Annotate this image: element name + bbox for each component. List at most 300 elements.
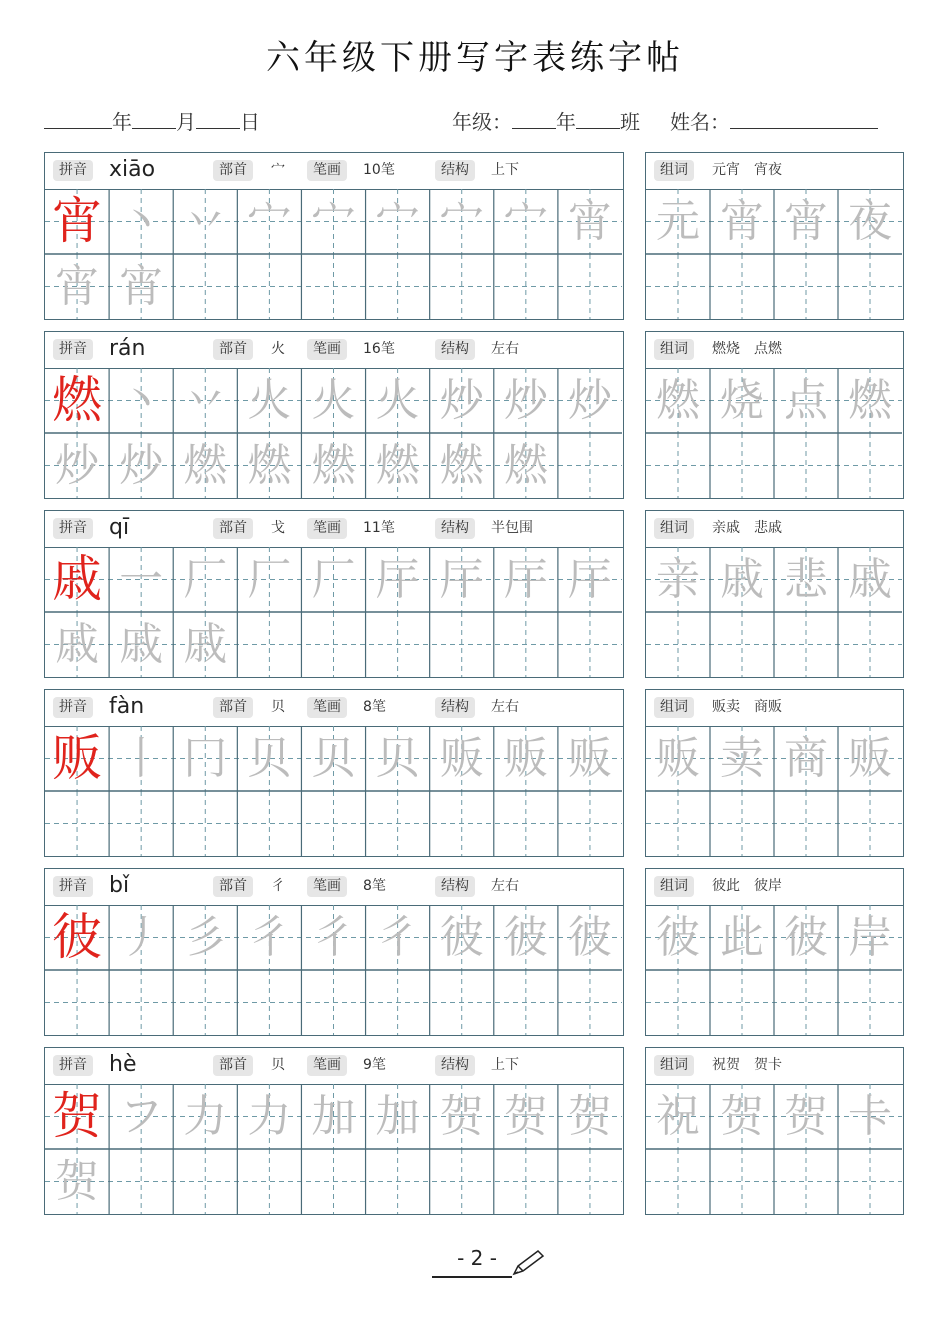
trace-character bbox=[494, 970, 558, 1035]
stroke-order-cell[interactable] bbox=[430, 189, 494, 254]
trace-character bbox=[109, 791, 173, 856]
stroke-order-cell[interactable] bbox=[366, 905, 430, 970]
practice-cell[interactable] bbox=[173, 1149, 237, 1214]
trace-character bbox=[558, 254, 622, 319]
stroke-order-cell[interactable] bbox=[301, 905, 365, 970]
stroke-order-cell[interactable] bbox=[558, 547, 622, 612]
trace-character bbox=[301, 1149, 365, 1214]
stroke-step-character: 宀 bbox=[375, 196, 420, 247]
writing-grid bbox=[45, 189, 622, 319]
radical-value: 贝 bbox=[271, 1057, 285, 1073]
word-trace-character: 彼 bbox=[656, 912, 700, 963]
word-practice-cell[interactable] bbox=[710, 433, 774, 498]
grade-blank[interactable] bbox=[512, 110, 556, 129]
strokes-value: 8笔 bbox=[363, 878, 386, 894]
word-practice-cell[interactable] bbox=[838, 254, 902, 319]
word-practice-cell[interactable] bbox=[774, 254, 838, 319]
stroke-order-cell[interactable] bbox=[430, 1084, 494, 1149]
word-practice-cell[interactable] bbox=[646, 254, 710, 319]
practice-cell[interactable] bbox=[173, 254, 237, 319]
word-trace-cell[interactable] bbox=[710, 1084, 774, 1149]
structure-tag: 结构 bbox=[435, 518, 475, 539]
practice-cell[interactable] bbox=[301, 970, 365, 1035]
practice-cell[interactable] bbox=[45, 254, 109, 319]
pinyin-value: xiāo bbox=[109, 157, 156, 182]
stroke-order-cell[interactable] bbox=[366, 726, 430, 791]
stroke-order-cell[interactable] bbox=[430, 547, 494, 612]
stroke-order-cell[interactable] bbox=[173, 905, 237, 970]
structure-value: 上下 bbox=[491, 162, 519, 178]
stroke-step-character: 厂 bbox=[247, 554, 292, 605]
practice-cell[interactable] bbox=[430, 433, 494, 498]
word-practice-cell[interactable] bbox=[838, 433, 902, 498]
trace-character: 贺 bbox=[55, 1156, 100, 1207]
model-character-cell[interactable] bbox=[45, 189, 109, 254]
trace-character bbox=[301, 612, 365, 677]
word-trace-cell[interactable] bbox=[774, 726, 838, 791]
word-trace-character: 贩 bbox=[848, 733, 892, 784]
practice-cell[interactable] bbox=[45, 1149, 109, 1214]
word-practice-cell[interactable] bbox=[774, 1149, 838, 1214]
practice-cell[interactable] bbox=[301, 791, 365, 856]
trace-character bbox=[237, 791, 301, 856]
word-writing-grid bbox=[646, 1084, 902, 1214]
stroke-order-cell[interactable] bbox=[173, 368, 237, 433]
stroke-order-cell[interactable] bbox=[109, 189, 173, 254]
strokes-value: 10笔 bbox=[363, 162, 395, 178]
trace-character bbox=[366, 791, 430, 856]
word-trace-cell[interactable] bbox=[838, 368, 902, 433]
practice-cell[interactable] bbox=[494, 612, 558, 677]
stroke-order-cell[interactable] bbox=[430, 368, 494, 433]
stroke-step-character: 厈 bbox=[567, 554, 612, 605]
stroke-order-cell[interactable] bbox=[301, 368, 365, 433]
trace-character bbox=[366, 1149, 430, 1214]
practice-cell[interactable] bbox=[430, 254, 494, 319]
practice-cell[interactable] bbox=[173, 612, 237, 677]
word-writing-grid bbox=[646, 368, 902, 498]
trace-character bbox=[45, 970, 109, 1035]
stroke-step-character: 炒 bbox=[503, 375, 548, 426]
trace-character: 炒 bbox=[55, 440, 100, 491]
writing-grid bbox=[45, 905, 622, 1035]
stroke-step-character: 贝 bbox=[375, 733, 420, 784]
stroke-order-cell[interactable] bbox=[558, 189, 622, 254]
stroke-order-cell[interactable] bbox=[237, 905, 301, 970]
stroke-order-cell[interactable] bbox=[237, 368, 301, 433]
grade-year-label: 年 bbox=[556, 110, 576, 134]
word-trace-character: 商 bbox=[784, 733, 828, 784]
trace-character bbox=[109, 1149, 173, 1214]
practice-cell[interactable] bbox=[366, 612, 430, 677]
word-trace-cell[interactable] bbox=[774, 368, 838, 433]
trace-character: 戚 bbox=[183, 619, 228, 670]
trace-character bbox=[558, 791, 622, 856]
word-trace-cell[interactable] bbox=[646, 368, 710, 433]
practice-cell[interactable] bbox=[301, 612, 365, 677]
pinyin-tag: 拼音 bbox=[53, 697, 93, 718]
words-value: 祝贺 贺卡 bbox=[712, 1057, 782, 1073]
model-character-cell[interactable] bbox=[45, 726, 109, 791]
radical-tag: 部首 bbox=[213, 339, 253, 360]
practice-cell[interactable] bbox=[237, 970, 301, 1035]
trace-character bbox=[558, 970, 622, 1035]
word-practice-cell[interactable] bbox=[774, 791, 838, 856]
pinyin-tag: 拼音 bbox=[53, 160, 93, 181]
stroke-order-cell[interactable] bbox=[494, 905, 558, 970]
word-bar bbox=[646, 690, 903, 727]
word-practice-cell[interactable] bbox=[646, 433, 710, 498]
word-trace-cell[interactable] bbox=[710, 547, 774, 612]
word-trace-character: 贺 bbox=[784, 1091, 828, 1142]
practice-cell[interactable] bbox=[558, 254, 622, 319]
stroke-order-cell[interactable] bbox=[237, 547, 301, 612]
stroke-order-cell[interactable] bbox=[558, 368, 622, 433]
pinyin-tag: 拼音 bbox=[53, 876, 93, 897]
trace-character bbox=[173, 970, 237, 1035]
stroke-order-cell[interactable] bbox=[301, 189, 365, 254]
practice-cell[interactable] bbox=[237, 1149, 301, 1214]
strokes-tag: 笔画 bbox=[307, 1055, 347, 1076]
stroke-step-character: 彼 bbox=[503, 912, 548, 963]
info-bar bbox=[45, 690, 623, 727]
word-trace-cell[interactable] bbox=[646, 905, 710, 970]
stroke-step-character: 冂 bbox=[183, 733, 228, 784]
model-character-cell[interactable] bbox=[45, 905, 109, 970]
character-block bbox=[44, 331, 945, 499]
word-trace-cell[interactable] bbox=[774, 547, 838, 612]
stroke-step-character: 贝 bbox=[311, 733, 356, 784]
word-trace-character: 元 bbox=[656, 196, 700, 247]
pinyin-tag: 拼音 bbox=[53, 518, 93, 539]
practice-cell[interactable] bbox=[301, 1149, 365, 1214]
practice-cell[interactable] bbox=[109, 970, 173, 1035]
model-character-cell[interactable] bbox=[45, 1084, 109, 1149]
practice-cell[interactable] bbox=[45, 791, 109, 856]
practice-cell[interactable] bbox=[430, 1149, 494, 1214]
stroke-step-character: 丿 bbox=[119, 912, 164, 963]
stroke-order-cell[interactable] bbox=[301, 1084, 365, 1149]
trace-character bbox=[109, 970, 173, 1035]
word-trace-cell[interactable] bbox=[838, 547, 902, 612]
word-bar bbox=[646, 511, 903, 548]
practice-cell[interactable] bbox=[173, 791, 237, 856]
word-trace-character: 贩 bbox=[656, 733, 700, 784]
practice-cell[interactable] bbox=[558, 612, 622, 677]
info-bar bbox=[45, 511, 623, 548]
practice-cell[interactable] bbox=[430, 970, 494, 1035]
word-trace-cell[interactable] bbox=[838, 905, 902, 970]
word-trace-cell[interactable] bbox=[710, 189, 774, 254]
word-trace-cell[interactable] bbox=[838, 726, 902, 791]
practice-cell[interactable] bbox=[366, 254, 430, 319]
trace-character bbox=[366, 970, 430, 1035]
word-trace-character: 宵 bbox=[720, 196, 764, 247]
trace-character: 燃 bbox=[375, 440, 420, 491]
practice-cell[interactable] bbox=[494, 970, 558, 1035]
word-trace-cell[interactable] bbox=[774, 189, 838, 254]
name-blank[interactable] bbox=[730, 110, 878, 129]
word-trace-cell[interactable] bbox=[838, 1084, 902, 1149]
stroke-order-cell[interactable] bbox=[109, 726, 173, 791]
stroke-step-character: 宀 bbox=[311, 196, 356, 247]
trace-character bbox=[173, 1149, 237, 1214]
radical-tag: 部首 bbox=[213, 1055, 253, 1076]
stroke-step-character: 丨 bbox=[119, 733, 164, 784]
word-bar bbox=[646, 1048, 903, 1085]
stroke-order-cell[interactable] bbox=[237, 726, 301, 791]
page-number: - 2 - bbox=[457, 1246, 497, 1270]
word-trace-cell[interactable] bbox=[710, 726, 774, 791]
practice-cell[interactable] bbox=[109, 612, 173, 677]
writing-grid bbox=[45, 547, 622, 677]
radical-value: 戈 bbox=[271, 520, 285, 536]
word-trace-cell[interactable] bbox=[774, 1084, 838, 1149]
stroke-order-cell[interactable] bbox=[558, 726, 622, 791]
strokes-tag: 笔画 bbox=[307, 697, 347, 718]
stroke-order-cell[interactable] bbox=[494, 726, 558, 791]
info-bar bbox=[45, 1048, 623, 1085]
stroke-order-cell[interactable] bbox=[430, 905, 494, 970]
word-practice-cell[interactable] bbox=[710, 791, 774, 856]
stroke-order-cell[interactable] bbox=[109, 547, 173, 612]
practice-cell[interactable] bbox=[430, 612, 494, 677]
word-practice-cell[interactable] bbox=[838, 612, 902, 677]
stroke-step-character: 加 bbox=[375, 1091, 420, 1142]
stroke-order-cell[interactable] bbox=[366, 189, 430, 254]
practice-cell[interactable] bbox=[301, 433, 365, 498]
stroke-order-cell[interactable] bbox=[109, 368, 173, 433]
model-character-cell[interactable] bbox=[45, 368, 109, 433]
word-grid-panel bbox=[645, 510, 904, 678]
practice-cell[interactable] bbox=[45, 433, 109, 498]
practice-cell[interactable] bbox=[237, 433, 301, 498]
writing-grid bbox=[45, 1084, 622, 1214]
word-practice-cell[interactable] bbox=[710, 1149, 774, 1214]
word-trace-cell[interactable] bbox=[646, 189, 710, 254]
word-practice-cell[interactable] bbox=[774, 612, 838, 677]
pinyin-tag: 拼音 bbox=[53, 339, 93, 360]
stroke-step-character: 贺 bbox=[439, 1091, 484, 1142]
trace-character bbox=[430, 791, 494, 856]
practice-grid-panel bbox=[44, 1047, 624, 1215]
practice-cell[interactable] bbox=[45, 612, 109, 677]
model-character-cell[interactable] bbox=[45, 547, 109, 612]
practice-cell[interactable] bbox=[494, 254, 558, 319]
practice-cell[interactable] bbox=[558, 970, 622, 1035]
word-trace-character: 悲 bbox=[784, 554, 828, 605]
stroke-order-cell[interactable] bbox=[430, 726, 494, 791]
practice-cell[interactable] bbox=[109, 254, 173, 319]
stroke-order-cell[interactable] bbox=[366, 1084, 430, 1149]
stroke-step-character: 彳 bbox=[375, 912, 420, 963]
practice-cell[interactable] bbox=[366, 433, 430, 498]
stroke-order-cell[interactable] bbox=[366, 368, 430, 433]
word-writing-grid bbox=[646, 189, 902, 319]
word-trace-cell[interactable] bbox=[646, 547, 710, 612]
words-tag: 组词 bbox=[654, 518, 694, 539]
stroke-step-character: 贺 bbox=[567, 1091, 612, 1142]
practice-cell[interactable] bbox=[494, 791, 558, 856]
structure-value: 上下 bbox=[491, 1057, 519, 1073]
word-bar bbox=[646, 869, 903, 906]
word-practice-cell[interactable] bbox=[774, 970, 838, 1035]
word-practice-cell[interactable] bbox=[838, 791, 902, 856]
practice-cell[interactable] bbox=[237, 612, 301, 677]
practice-cell[interactable] bbox=[366, 970, 430, 1035]
stroke-step-character: 力 bbox=[247, 1091, 292, 1142]
stroke-order-cell[interactable] bbox=[173, 189, 237, 254]
stroke-order-cell[interactable] bbox=[173, 726, 237, 791]
structure-value: 半包围 bbox=[491, 520, 533, 536]
word-writing-grid bbox=[646, 726, 902, 856]
word-trace-character: 宵 bbox=[784, 196, 828, 247]
stroke-step-character: 厂 bbox=[183, 554, 228, 605]
radical-tag: 部首 bbox=[213, 160, 253, 181]
words-tag: 组词 bbox=[654, 160, 694, 181]
stroke-order-cell[interactable] bbox=[558, 1084, 622, 1149]
practice-cell[interactable] bbox=[430, 791, 494, 856]
stroke-step-character: 彡 bbox=[183, 912, 228, 963]
words-tag: 组词 bbox=[654, 697, 694, 718]
page-title: 六年级下册写字表练字帖 bbox=[266, 38, 684, 78]
word-practice-cell[interactable] bbox=[838, 970, 902, 1035]
trace-character: 燃 bbox=[183, 440, 228, 491]
trace-character bbox=[45, 791, 109, 856]
trace-character bbox=[301, 970, 365, 1035]
trace-character: 燃 bbox=[247, 440, 292, 491]
practice-grid-panel bbox=[44, 868, 624, 1036]
practice-cell[interactable] bbox=[366, 1149, 430, 1214]
practice-cell[interactable] bbox=[173, 970, 237, 1035]
trace-character bbox=[237, 1149, 301, 1214]
practice-cell[interactable] bbox=[45, 970, 109, 1035]
word-practice-cell[interactable] bbox=[646, 970, 710, 1035]
pinyin-value: rán bbox=[109, 336, 146, 361]
word-trace-cell[interactable] bbox=[710, 905, 774, 970]
practice-cell[interactable] bbox=[237, 791, 301, 856]
stroke-order-cell[interactable] bbox=[173, 1084, 237, 1149]
pinyin-value: qī bbox=[109, 515, 130, 540]
info-bar bbox=[45, 153, 623, 190]
radical-value: 火 bbox=[271, 341, 285, 357]
practice-cell[interactable] bbox=[109, 791, 173, 856]
stroke-step-character: 厈 bbox=[439, 554, 484, 605]
word-trace-character: 此 bbox=[720, 912, 764, 963]
trace-character: 宵 bbox=[119, 261, 164, 312]
trace-character bbox=[430, 1149, 494, 1214]
info-bar bbox=[45, 869, 623, 906]
stroke-order-cell[interactable] bbox=[494, 547, 558, 612]
trace-character bbox=[237, 612, 301, 677]
trace-character bbox=[430, 254, 494, 319]
word-grid-panel bbox=[645, 689, 904, 857]
practice-cell[interactable] bbox=[558, 433, 622, 498]
stroke-order-cell[interactable] bbox=[237, 189, 301, 254]
practice-cell[interactable] bbox=[366, 791, 430, 856]
word-trace-cell[interactable] bbox=[774, 905, 838, 970]
stroke-step-character: 彼 bbox=[567, 912, 612, 963]
stroke-step-character: 一 bbox=[119, 554, 164, 605]
structure-value: 左右 bbox=[491, 699, 519, 715]
pen-icon bbox=[510, 1248, 546, 1278]
practice-cell[interactable] bbox=[494, 1149, 558, 1214]
grade-label: 年级： bbox=[452, 110, 512, 134]
year-blank[interactable] bbox=[44, 110, 112, 129]
character-block bbox=[44, 152, 945, 320]
word-practice-cell[interactable] bbox=[710, 254, 774, 319]
date-line bbox=[44, 106, 260, 135]
trace-character bbox=[558, 612, 622, 677]
character-block bbox=[44, 510, 945, 678]
stroke-step-character: 火 bbox=[375, 375, 420, 426]
strokes-value: 11笔 bbox=[363, 520, 395, 536]
stroke-order-cell[interactable] bbox=[173, 547, 237, 612]
model-character: 戚 bbox=[52, 550, 103, 608]
word-practice-cell[interactable] bbox=[710, 970, 774, 1035]
stroke-order-cell[interactable] bbox=[109, 1084, 173, 1149]
strokes-tag: 笔画 bbox=[307, 518, 347, 539]
practice-cell[interactable] bbox=[558, 1149, 622, 1214]
practice-cell[interactable] bbox=[558, 791, 622, 856]
month-blank[interactable] bbox=[132, 110, 176, 129]
stroke-step-character: 宀 bbox=[247, 196, 292, 247]
stroke-order-cell[interactable] bbox=[301, 547, 365, 612]
trace-character: 宵 bbox=[55, 261, 100, 312]
word-practice-cell[interactable] bbox=[838, 1149, 902, 1214]
practice-cell[interactable] bbox=[301, 254, 365, 319]
structure-value: 左右 bbox=[491, 341, 519, 357]
word-practice-cell[interactable] bbox=[646, 791, 710, 856]
stroke-step-character: フ bbox=[119, 1091, 164, 1142]
trace-character: 炒 bbox=[119, 440, 164, 491]
practice-cell[interactable] bbox=[494, 433, 558, 498]
practice-grid-panel bbox=[44, 152, 624, 320]
word-trace-cell[interactable] bbox=[646, 726, 710, 791]
practice-cell[interactable] bbox=[237, 254, 301, 319]
word-practice-cell[interactable] bbox=[646, 1149, 710, 1214]
trace-character bbox=[558, 1149, 622, 1214]
stroke-step-character: 彳 bbox=[247, 912, 292, 963]
stroke-order-cell[interactable] bbox=[109, 905, 173, 970]
word-practice-cell[interactable] bbox=[646, 612, 710, 677]
day-label: 日 bbox=[240, 110, 260, 134]
stroke-order-cell[interactable] bbox=[237, 1084, 301, 1149]
word-trace-cell[interactable] bbox=[838, 189, 902, 254]
day-blank[interactable] bbox=[196, 110, 240, 129]
stroke-order-cell[interactable] bbox=[366, 547, 430, 612]
stroke-step-character: 厂 bbox=[311, 554, 356, 605]
class-blank[interactable] bbox=[576, 110, 620, 129]
word-trace-cell[interactable] bbox=[646, 1084, 710, 1149]
stroke-step-character: 宵 bbox=[567, 196, 612, 247]
word-trace-character: 燃 bbox=[656, 375, 700, 426]
stroke-order-cell[interactable] bbox=[494, 189, 558, 254]
stroke-order-cell[interactable] bbox=[494, 368, 558, 433]
word-practice-cell[interactable] bbox=[774, 433, 838, 498]
stroke-order-cell[interactable] bbox=[558, 905, 622, 970]
trace-character bbox=[301, 254, 365, 319]
word-trace-cell[interactable] bbox=[710, 368, 774, 433]
practice-cell[interactable] bbox=[109, 1149, 173, 1214]
practice-cell[interactable] bbox=[109, 433, 173, 498]
practice-cell[interactable] bbox=[173, 433, 237, 498]
stroke-order-cell[interactable] bbox=[301, 726, 365, 791]
trace-character bbox=[173, 791, 237, 856]
word-practice-cell[interactable] bbox=[710, 612, 774, 677]
stroke-order-cell[interactable] bbox=[494, 1084, 558, 1149]
pinyin-value: bǐ bbox=[109, 873, 130, 898]
